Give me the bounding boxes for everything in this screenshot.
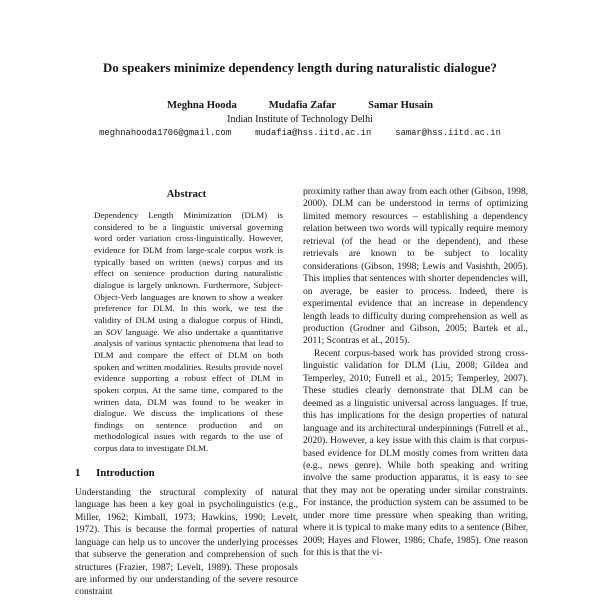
- abstract-sov-term: SOV: [105, 326, 123, 337]
- column-left: [75, 189, 298, 599]
- column-right: [303, 186, 528, 560]
- abstract-heading: Abstract: [166, 189, 207, 200]
- author-email: meghnahooda1706@gmail.com: [99, 127, 232, 138]
- author-name: Samar Husain: [368, 100, 433, 111]
- paper-title: Do speakers minimize dependency length during naturalistic dialogue?: [103, 61, 497, 75]
- section-title: Introduction: [96, 466, 155, 479]
- paragraph: proximity rather than away from each other (Gibson, 1998, 2000). DLM can be understood in terms of optimizing limited memory resources – establishing a dependency relation between two words will typically require memory retrieval (of the head or the dependent), and these retrievals are known to be subject to locality considerations (Gibson, 1998; Lewis and Vasishth, 2005). This implies that sentences with shorter dependencies will, on average, be easier to process. Indeed, there is experimental evidence that an increase in dependency length leads to difficulty during comprehension as well as production (Grodner and Gibson, 2005; Bartek et al., 2011; Scontras et al., 2015).: [303, 187, 528, 347]
- author-name: Meghna Hooda: [167, 100, 237, 111]
- affiliation: Indian Institute of Technology Delhi: [227, 114, 373, 125]
- section-heading-introduction: [75, 467, 298, 479]
- paragraph: Recent corpus-based work has provided strong cross-linguistic validation for DLM (Liu, 2008; Gildea and Temperley, 2010; Futrell et al., 2015; Temperley, 2007). These studies clearly demonstrate that DLM can be deemed as a linguistic universal across languages. If true, this has implications for the design properties of natural language and its architectural underpinnings (Futrell et al., 2020). However, a key issue with this claim is that corpus-based evidence for DLM mostly comes from written data (e.g., news genre). While both speaking and writing involve the same production apparatus, it is easy to see that they may not be operating under similar constraints. For instance, the production system can be assumed to be under more time pressure when speaking than writing, where it is typical to make many edits to a sentence (Biber, 2009; Hayes and Flower, 1986; Chafe, 1985). One reason for this is that the vi-: [303, 348, 528, 559]
- abstract-text-part2: language. We also undertake a quantitative analysis of various syntactic phenomena that lead to DLM and compare the effect of DLM on both spoken and written modalities. Results provide novel evidence supporting a robust effect of DLM in spoken corpus. At the same time, compared to the written data, DLM was found to be weaker in dialogue. We discuss the implications of these findings on sentence production and on methodological issues with regards to the use of corpus data to investigate DLM.: [94, 326, 283, 454]
- author-name: Mudafia Zafar: [268, 100, 337, 111]
- author-row: [0, 100, 600, 111]
- author-email: mudafia@hss.iitd.ac.in: [255, 127, 372, 138]
- author-email: samar@hss.iitd.ac.in: [395, 127, 501, 138]
- abstract-text-part1: Dependency Length Minimization (DLM) is considered to be a linguistic universal governing word order variation cross-linguistically. However, evidence for DLM from large-scale corpus work is typically based on written (news) corpus and its effect on sentence production during naturalistic dialogue is largely unknown. Furthermore, Subject-Object-Verb languages are known to show a weaker preference for DLM. In this work, we test the validity of DLM using a dialogue corpus of Hindi, an: [94, 210, 283, 337]
- section-number: 1: [75, 466, 81, 479]
- abstract-text: [94, 210, 283, 455]
- email-row: [0, 128, 600, 138]
- paragraph: Understanding the structural complexity of natural language has been a key goal in psycholinguistics (e.g., Miller, 1962; Kimball, 1973; Hawkins, 1990; Levelt, 1972). This is because the formal properties of natural language can help us to uncover the underlying processes that subserve the generation and comprehension of such structures (Frazier, 1987; Levelt, 1989). These proposals are informed by our understanding of the severe resource constraint: [75, 487, 298, 598]
